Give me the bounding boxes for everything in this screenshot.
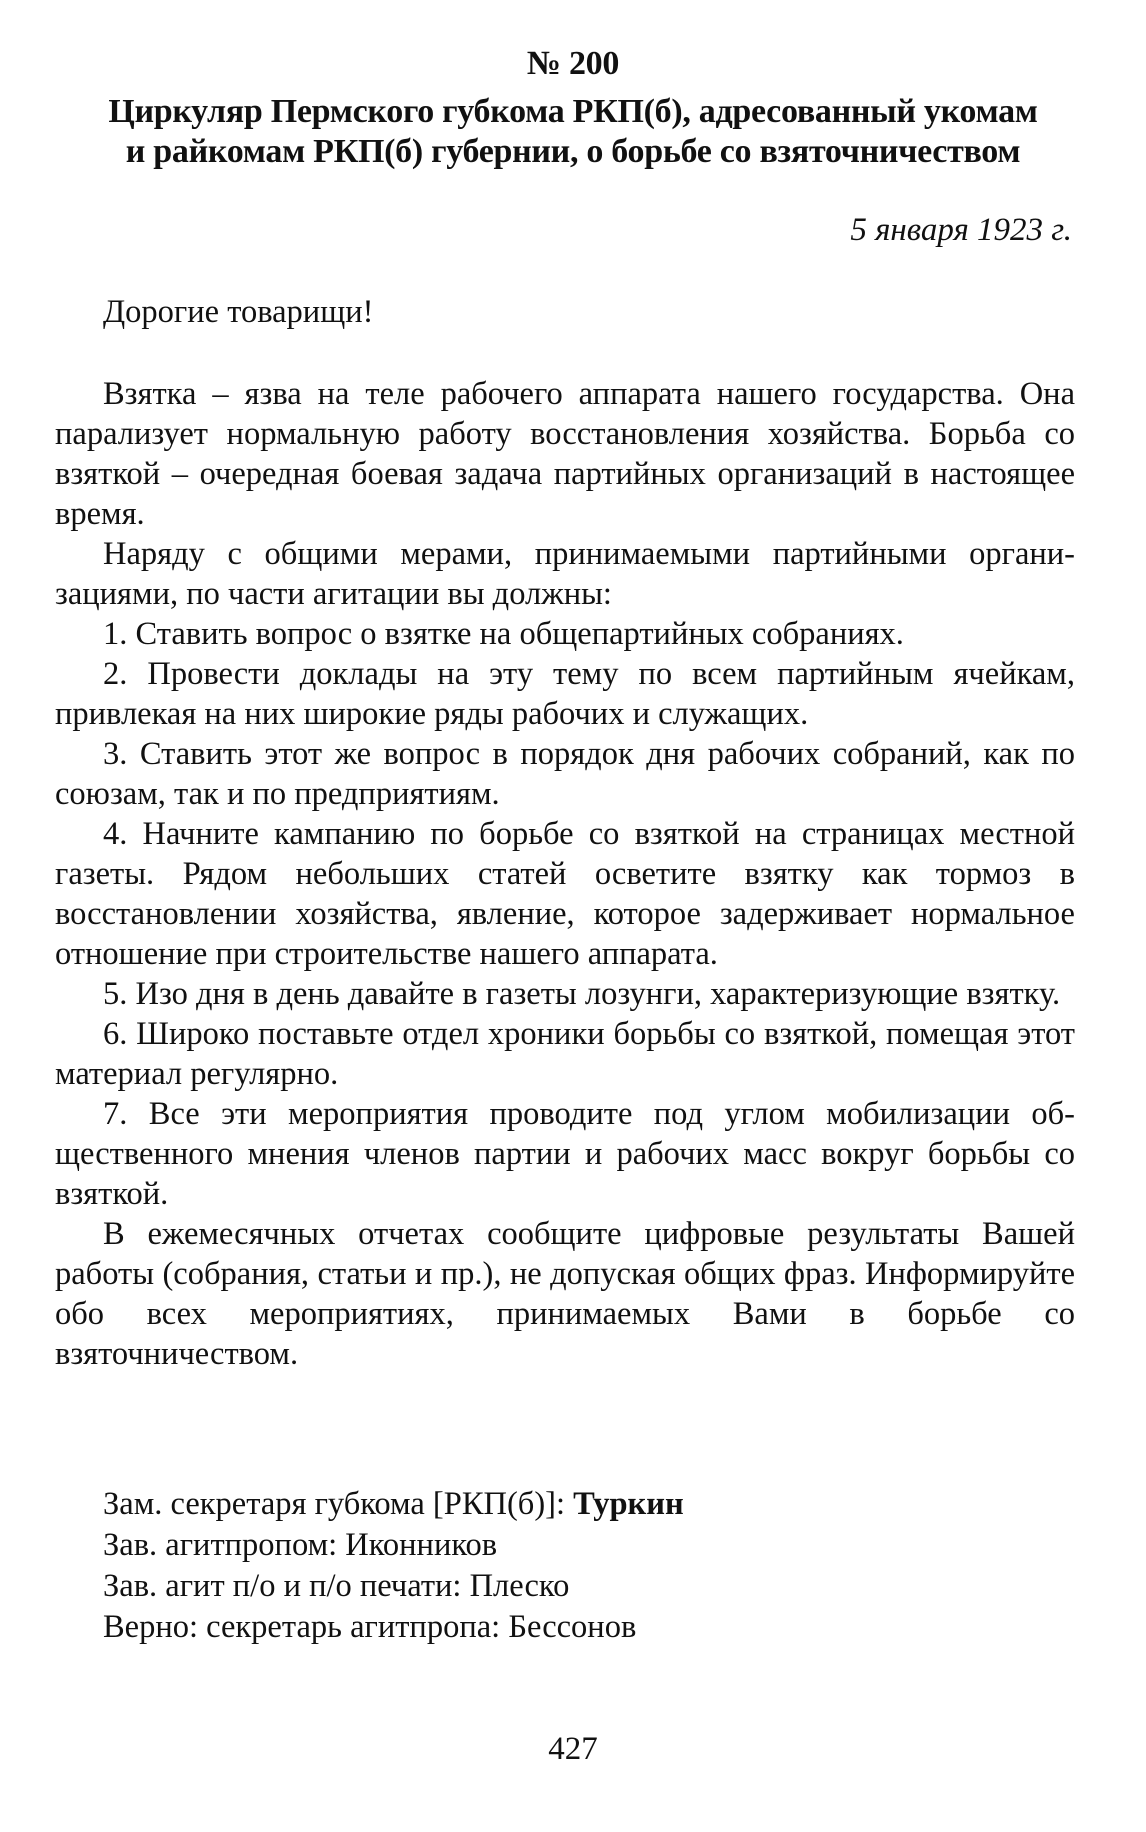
signature-role: Зам. секретаря губкома [РКП(б)]: (103, 1486, 574, 1522)
paragraph-closing: В ежемесячных отчетах сообщите цифровые результаты Вашей работы (собрания, статьи и пр.), не допуская общих фраз. Информируйте обо всех мероприятиях, принимаемых Вами в борьбе со взяточничеством. (55, 1216, 1075, 1372)
signature-name: Плеско (469, 1568, 570, 1604)
list-item: 4. Начните кампанию по борьбе со взяткой на страницах местной газеты. Рядом небольших статей осветите взятку как тормоз в восстановлении хозяйства, явление, которое задерживает нормальное отношение при строительстве нашего аппарата. (55, 816, 1075, 972)
document-title-line-1: Циркуляр Пермского губкома РКП(б), адресованный укомам (108, 93, 1038, 130)
signature-block (103, 1484, 684, 1648)
list-item: 7. Все эти мероприятия проводите под углом мобилизации общественного мнения членов партии и рабочих масс вокруг борьбы со взяткой. (55, 1096, 1075, 1212)
document-title (55, 92, 1091, 172)
page-number: 427 (548, 1731, 598, 1767)
list-item: 1. Ставить вопрос о взятке на общепартийных собраниях. (103, 616, 904, 652)
signature-line (103, 1566, 684, 1607)
document-date: 5 января 1923 г. (850, 212, 1072, 248)
list-item: 5. Изо дня в день давайте в газеты лозунги, характеризующие взятку. (103, 976, 1061, 1012)
list-item: 6. Широко поставьте отдел хроники борьбы со взяткой, помещая этот материал регулярно. (55, 1016, 1075, 1092)
signature-role: Зав. агит п/о и п/о печати: (103, 1568, 470, 1604)
signature-line (103, 1484, 684, 1525)
document-number: № 200 (526, 45, 620, 82)
list-item: 2. Провести доклады на эту тему по всем партийным ячейкам, привлекая на них широкие ряды рабочих и служащих. (55, 656, 1075, 732)
document-body (55, 292, 1075, 1374)
signature-line (103, 1607, 684, 1648)
paragraph-measures: Наряду с общими мерами, принимаемыми партийными организациями, по части агитации вы должны: (55, 536, 1075, 612)
document-title-line-2: и райкомам РКП(б) губернии, о борьбе со взяточничеством (125, 133, 1021, 170)
measures-list (55, 614, 1075, 1214)
signature-name: Иконников (345, 1527, 498, 1563)
greeting: Дорогие товарищи! (103, 294, 374, 330)
paragraph-intro: Взятка – язва на теле рабочего аппарата нашего государства. Она парализует нормальную работу восстановления хозяйства. Борьба со взяткой – очередная боевая задача партийных организаций в настоящее время. (55, 376, 1075, 532)
signature-name: Бессонов (508, 1609, 637, 1645)
signature-line (103, 1525, 684, 1566)
signature-role: Верно: секретарь агитпропа: (103, 1609, 509, 1645)
signature-name: Туркин (573, 1486, 684, 1522)
signature-role: Зав. агитпропом: (103, 1527, 346, 1563)
list-item: 3. Ставить этот же вопрос в порядок дня рабочих собраний, как по союзам, так и по предприятиям. (55, 736, 1075, 812)
